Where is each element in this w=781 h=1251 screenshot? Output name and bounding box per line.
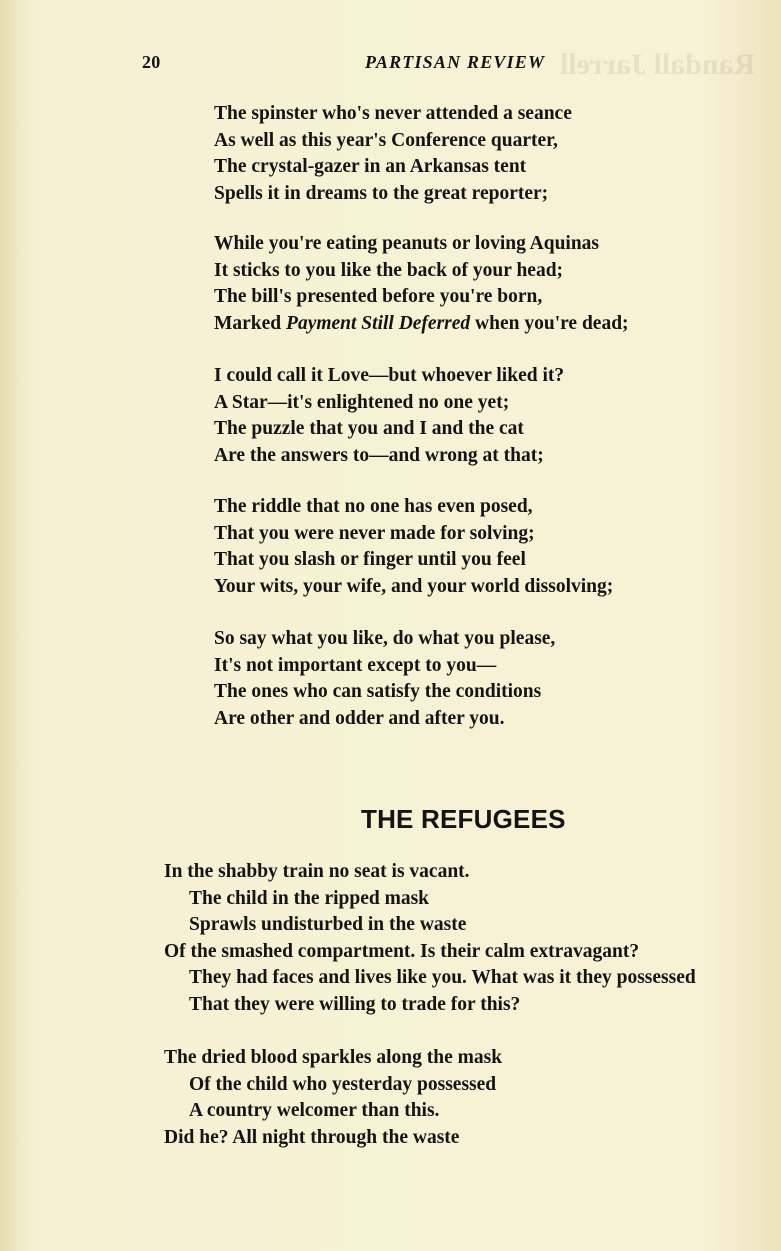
poem-line: The dried blood sparkles along the mask: [164, 1047, 503, 1068]
poem-line: I could call it Love—but whoever liked it?: [214, 365, 565, 386]
poem-line: The puzzle that you and I and the cat: [214, 418, 524, 439]
poem-line: That they were willing to trade for this?: [189, 993, 521, 1015]
poem-line: Of the smashed compartment. Is their calm extravagant?: [164, 940, 640, 962]
poem-line: As well as this year's Conference quarter,: [214, 129, 558, 151]
poem-line: So say what you like, do what you please,: [214, 628, 556, 649]
poem-line: The crystal-gazer in an Arkansas tent: [214, 156, 527, 177]
poem-line: A country welcomer than this.: [189, 1100, 440, 1121]
line-text: when you're dead;: [470, 312, 629, 334]
poem-line: In the shabby train no seat is vacant.: [164, 861, 470, 882]
poem-line: The spinster who's never attended a seance: [214, 103, 572, 124]
poem-line: It sticks to you like the back of your head;: [214, 259, 564, 281]
page-number: 20: [142, 52, 161, 72]
running-head: PARTISAN REVIEW: [365, 52, 546, 72]
poem-line: Are the answers to—and wrong at that;: [214, 444, 544, 466]
poem-line: The riddle that no one has even posed,: [214, 496, 533, 517]
poem-line: They had faces and lives like you. What was it they possessed: [189, 967, 696, 988]
poem1-stanza-1: [214, 101, 572, 207]
poem-line: Did he? All night through the waste: [164, 1126, 460, 1148]
poem-line: Sprawls undisturbed in the waste: [189, 914, 467, 935]
poem-line: The child in the ripped mask: [189, 887, 430, 909]
poem-line: The bill's presented before you're born,: [214, 286, 543, 307]
poem1-stanza-2: [214, 231, 629, 337]
poem2-stanza-1: [164, 859, 696, 1018]
poem1-stanza-3: [214, 363, 564, 469]
poem-line: Are other and odder and after you.: [214, 707, 505, 729]
line-text: Marked: [214, 312, 287, 334]
poem-line: That you were never made for solving;: [214, 522, 535, 544]
poem-line: While you're eating peanuts or loving Aquinas: [214, 233, 600, 254]
italic-phrase: Payment Still Deferred: [286, 312, 471, 334]
poem-line: That you slash or finger until you feel: [214, 549, 526, 570]
poem-line: Of the child who yesterday possessed: [189, 1073, 497, 1095]
poem-line: Spells it in dreams to the great reporter;: [214, 182, 549, 204]
poem-line: [214, 311, 629, 338]
poem1-stanza-4: [214, 494, 613, 600]
poem-line: It's not important except to you—: [214, 654, 497, 676]
poem-line: A Star—it's enlightened no one yet;: [214, 391, 510, 413]
poem-line: Your wits, your wife, and your world dissolving;: [214, 575, 614, 597]
poem-line: The ones who can satisfy the conditions: [214, 681, 542, 702]
poem-title: THE REFUGEES: [361, 804, 566, 834]
bleed-through-heading: Randall Jarrell: [560, 48, 756, 81]
poem1-stanza-5: [214, 626, 555, 732]
poem2-stanza-2: [164, 1045, 502, 1151]
